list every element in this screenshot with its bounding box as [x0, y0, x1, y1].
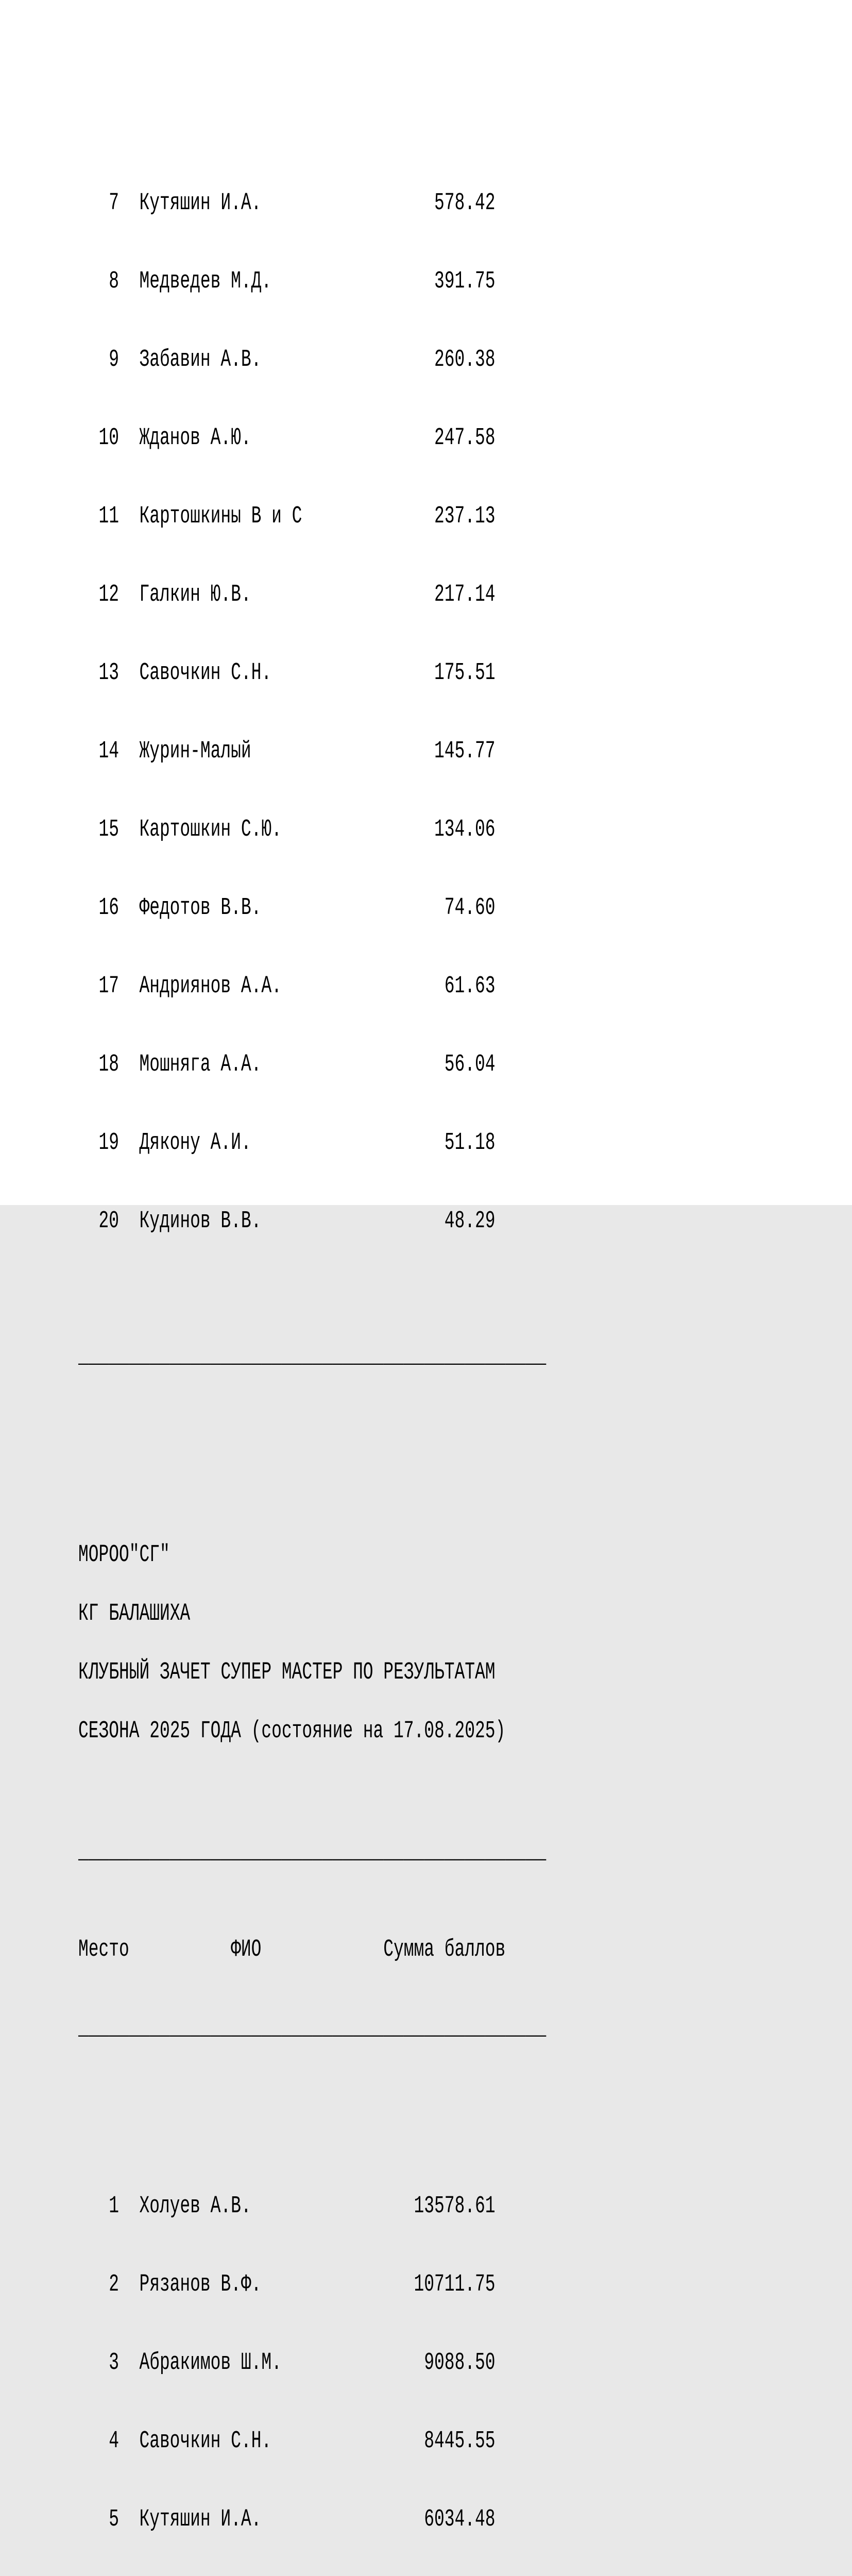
table-row [78, 503, 620, 530]
table2-body [78, 2119, 620, 2576]
rank-cell: 2 [109, 2271, 119, 2298]
table-row [78, 190, 620, 217]
name-cell: Рязанов В.Ф. [139, 2271, 262, 2298]
table-row [78, 425, 620, 452]
report-title-line-2: СЕЗОНА 2025 ГОДА (состояние на 17.08.2025) [78, 1718, 506, 1745]
points-cell: 10711.75 [414, 2271, 496, 2298]
rank-cell: 12 [98, 581, 119, 608]
rank-cell: 20 [98, 1208, 119, 1235]
name-cell: Журин-Малый [139, 738, 251, 765]
points-cell: 175.51 [434, 659, 496, 687]
points-cell: 391.75 [434, 268, 496, 295]
points-cell: 48.29 [444, 1208, 496, 1235]
table-row [78, 1129, 620, 1157]
points-cell: 237.13 [434, 503, 496, 530]
rank-cell: 11 [98, 503, 119, 530]
name-cell: Савочкин С.Н. [139, 2428, 272, 2455]
points-cell: 134.06 [434, 816, 496, 843]
name-cell: Мошняга А.А. [139, 1051, 262, 1078]
rank-cell: 10 [98, 425, 119, 452]
points-cell: 56.04 [444, 1051, 496, 1078]
name-cell: Андриянов А.А. [139, 973, 282, 1000]
points-cell: 247.58 [434, 425, 496, 452]
table-row [78, 2349, 620, 2377]
table-row [78, 738, 620, 765]
table-header-row [78, 1936, 620, 1963]
points-cell: 51.18 [444, 1129, 496, 1157]
name-cell: Савочкин С.Н. [139, 659, 272, 687]
points-cell: 578.42 [434, 190, 496, 217]
table-row [78, 2506, 620, 2533]
rank-cell: 1 [109, 2193, 119, 2220]
rank-cell: 5 [109, 2506, 119, 2533]
name-cell: Жданов А.Ю. [139, 425, 251, 452]
column-header-name: ФИО [231, 1936, 262, 1963]
table-row [78, 973, 620, 1000]
table-row [78, 2271, 620, 2298]
rank-cell: 16 [98, 894, 119, 922]
table-row [78, 268, 620, 295]
table-row [78, 894, 620, 922]
rank-cell: 14 [98, 738, 119, 765]
name-cell: Дякону А.И. [139, 1129, 251, 1157]
document-header [78, 1506, 620, 1781]
table-row [78, 346, 620, 374]
name-cell: Абракимов Ш.М. [139, 2349, 282, 2377]
points-cell: 13578.61 [414, 2193, 496, 2220]
points-cell: 217.14 [434, 581, 496, 608]
rank-cell: 9 [109, 346, 119, 374]
rank-cell: 13 [98, 659, 119, 687]
rank-cell: 19 [98, 1129, 119, 1157]
table-row [78, 2428, 620, 2455]
divider-line: ______________________________________________ [78, 1838, 547, 1866]
report-title-line-1: КЛУБНЫЙ ЗАЧЕТ СУПЕР МАСТЕР ПО РЕЗУЛЬТАТАМ [78, 1659, 496, 1686]
name-cell: Забавин А.В. [139, 346, 262, 374]
table-row [78, 1051, 620, 1078]
rank-cell: 4 [109, 2428, 119, 2455]
club-name: КГ БАЛАШИХА [78, 1600, 191, 1628]
rank-cell: 3 [109, 2349, 119, 2377]
points-cell: 61.63 [444, 973, 496, 1000]
divider-line: ______________________________________________ [78, 1343, 547, 1370]
points-cell: 260.38 [434, 346, 496, 374]
rank-cell: 17 [98, 973, 119, 1000]
name-cell: Кутяшин И.А. [139, 2506, 262, 2533]
table-row [78, 581, 620, 608]
name-cell: Галкин Ю.В. [139, 581, 251, 608]
points-cell: 9088.50 [424, 2349, 496, 2377]
name-cell: Картошкины В и С [139, 503, 302, 530]
divider-line: ______________________________________________ [78, 2014, 547, 2042]
name-cell: Медведев М.Д. [139, 268, 272, 295]
table1-tail-body [78, 115, 620, 1270]
table-row [78, 659, 620, 687]
name-cell: Кудинов В.В. [139, 1208, 262, 1235]
table-row [78, 1208, 620, 1235]
rank-cell: 7 [109, 190, 119, 217]
rank-cell: 18 [98, 1051, 119, 1078]
name-cell: Кутяшин И.А. [139, 190, 262, 217]
column-header-place: Место [78, 1936, 129, 1963]
table-row [78, 816, 620, 843]
org-name: МОРОО"СГ" [78, 1541, 170, 1569]
name-cell: Холуев А.В. [139, 2193, 251, 2220]
column-header-points: Сумма баллов [383, 1936, 506, 1963]
points-cell: 74.60 [444, 894, 496, 922]
name-cell: Картошкин С.Ю. [139, 816, 282, 843]
points-cell: 145.77 [434, 738, 496, 765]
name-cell: Федотов В.В. [139, 894, 262, 922]
rank-cell: 15 [98, 816, 119, 843]
rank-cell: 8 [109, 268, 119, 295]
points-cell: 8445.55 [424, 2428, 496, 2455]
table-row [78, 2193, 620, 2220]
points-cell: 6034.48 [424, 2506, 496, 2533]
